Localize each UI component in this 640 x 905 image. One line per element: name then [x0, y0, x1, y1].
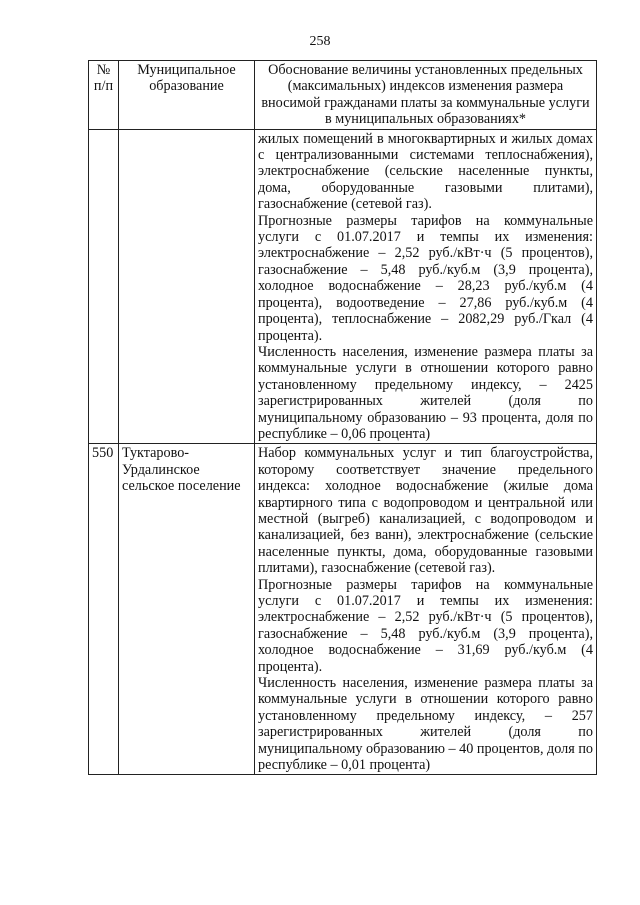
header-municipality: Муниципальное образование — [119, 61, 255, 130]
row-municipality: Туктарово-Урдалинское сельское поселение — [119, 444, 255, 775]
table-row — [89, 129, 597, 444]
header-justification: Обоснование величины установленных предельных (максимальных) индексов изменения размера вносимой гражданами платы за коммунальные услуги в муниципальных образованиях* — [255, 61, 597, 130]
row-number — [89, 129, 119, 444]
table-header-row — [89, 61, 597, 130]
justification-paragraph: жилых помещений в многоквартирных и жилых домах с централизованными системами теплоснабжения), электроснабжение (сельские населенные пункты, дома, оборудованные газовыми плитами), газоснабжение (сетевой газ). — [258, 130, 593, 213]
row-municipality — [119, 129, 255, 444]
page-number: 258 — [309, 34, 331, 49]
row-justification — [255, 129, 597, 444]
table-row — [89, 444, 597, 775]
justification-paragraph: Набор коммунальных услуг и тип благоустройства, которому соответствует значение предельного индекса: холодное водоснабжение (жилые дома квартирного типа с водопроводом и центральной или местной (выгреб) канализацией, с водопроводом и канализацией, без ванн), электроснабжение (сельские населенные пункты, дома, оборудованные газовыми плитами), газоснабжение (сетевой газ). — [258, 445, 593, 577]
justification-paragraph: Прогнозные размеры тарифов на коммунальные услуги с 01.07.2017 и темпы их изменения: электроснабжение – 2,52 руб./кВт·ч (5 процентов), газоснабжение – 5,48 руб./куб.м (3,9 процента), холодное водоснабжение – 31,69 руб./куб.м (4 процента). — [258, 576, 593, 675]
header-number: № п/п — [89, 61, 119, 130]
row-number: 550 — [89, 444, 119, 775]
justification-paragraph: Численность населения, изменение размера платы за коммунальные услуги в отношении которого равно установленному предельному индексу, – 2425 зарегистрированных жителей (доля по муниципальному образованию – 93 процента, доля по республике – 0,06 процента) — [258, 343, 593, 442]
row-justification — [255, 444, 597, 775]
justification-paragraph: Прогнозные размеры тарифов на коммунальные услуги с 01.07.2017 и темпы их изменения: электроснабжение – 2,52 руб./кВт·ч (5 процентов), газоснабжение – 5,48 руб./куб.м (3,9 процента), холодное водоснабжение – 28,23 руб./куб.м (4 процента), водоотведение – 27,86 руб./куб.м (4 процента), теплоснабжение – 2082,29 руб./Гкал (4 процента). — [258, 212, 593, 344]
indices-table — [88, 60, 597, 775]
justification-paragraph: Численность населения, изменение размера платы за коммунальные услуги в отношении которого равно установленному предельному индексу, – 257 зарегистрированных жителей (доля по муниципальному образованию – 40 процентов, доля по республике – 0,01 процента) — [258, 675, 593, 774]
